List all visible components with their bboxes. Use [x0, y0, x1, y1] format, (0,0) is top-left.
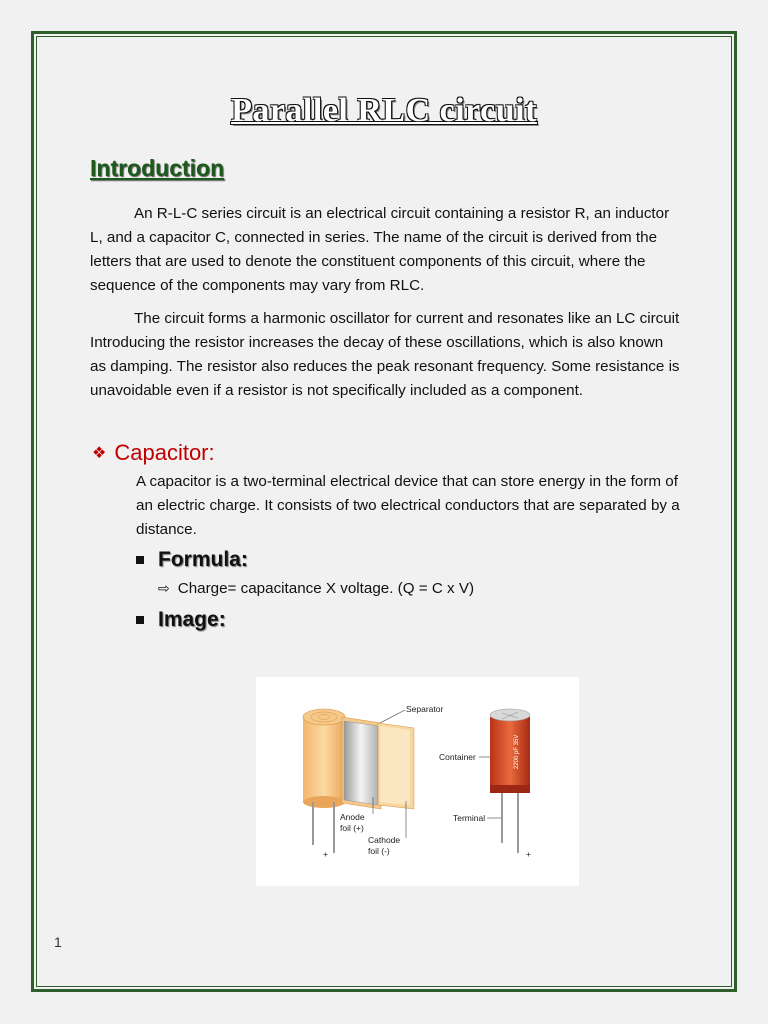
capacitor-heading-text: Capacitor: [114, 440, 215, 465]
container-label: Container [439, 752, 476, 762]
square-bullet-icon [136, 556, 144, 564]
cathode-label-2: foil (-) [368, 846, 390, 856]
capacitor-can [490, 709, 530, 793]
image-heading [136, 608, 226, 632]
anode-label-1: Anode [340, 812, 365, 822]
intro-paragraph-1-text: An R-L-C series circuit is an electrical circuit containing a resistor R, an inductor L, and a capacitor C, connected in series. The name of the circuit is derived from the letters that are used to denote the constituent components of this circuit, where the sequence of the components may vary from RLC. [90, 205, 670, 294]
intro-paragraph-1 [90, 202, 680, 298]
introduction-heading: Introduction [90, 155, 225, 181]
image-heading-text: Image: [158, 608, 226, 631]
formula-heading [136, 548, 248, 572]
capacitor-diagram [256, 677, 579, 886]
intro-paragraph-2-text: The circuit forms a harmonic oscillator for current and resonates like an LC circuit Introducing the resistor increases the decay of these oscillations, which is also known as damping. The resistor also reduces the peak resonant frequency. Some resistance is unavoidable even if a resistor is not specifically included as a component. [90, 310, 680, 399]
capacitor-diagram-svg [256, 677, 579, 886]
anode-label-2: foil (+) [340, 823, 364, 833]
plus-left-label: + [323, 849, 328, 859]
formula-heading-text: Formula: [158, 548, 248, 571]
capacitor-roll [303, 709, 414, 809]
formula-text: Charge= capacitance X voltage. (Q = C x V) [177, 580, 475, 597]
capacitor-description: A capacitor is a two-terminal electrical device that can store energy in the form of an electric charge. It consists of two electrical conductors that are separated by a distance. [136, 473, 680, 538]
plus-right-label: + [526, 849, 531, 859]
capacitor-heading [92, 440, 215, 466]
formula-line [158, 580, 474, 597]
page-title: Parallel RLC circuit [231, 92, 537, 129]
arrow-bullet-icon: ⇨ [158, 580, 170, 596]
intro-paragraph-2 [90, 307, 680, 403]
diamond-bullet-icon: ❖ [92, 445, 107, 462]
separator-label: Separator [406, 704, 444, 714]
can-marking: 2200 pF 35V [514, 734, 520, 769]
page-number: 1 [54, 934, 62, 950]
cathode-label-1: Cathode [368, 835, 401, 845]
square-bullet-icon [136, 616, 144, 624]
terminal-label: Terminal [453, 813, 486, 823]
